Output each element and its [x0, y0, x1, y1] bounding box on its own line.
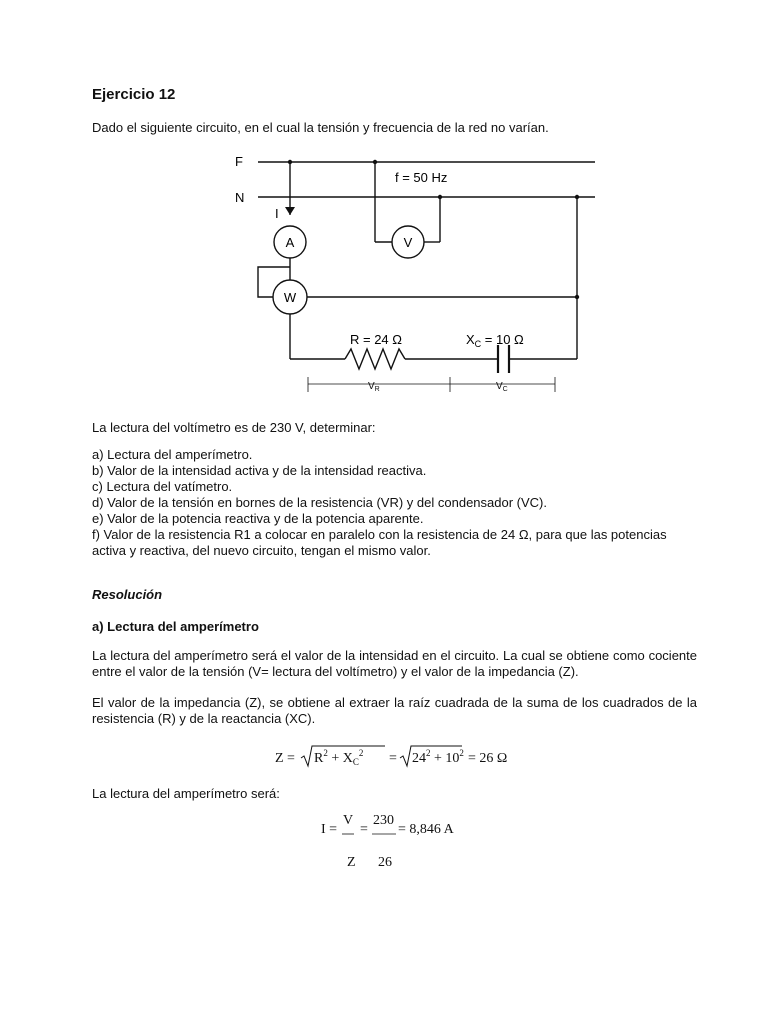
list-item: d) Valor de la tensión en bornes de la resistencia (VR) y del condensador (VC).	[92, 495, 547, 510]
paragraph-2: El valor de la impedancia (Z), se obtiene al extraer la raíz cuadrada de la suma de los cuadrados de la resistencia (R) y de la reactancia (XC).	[92, 695, 697, 726]
voltmeter-label: V	[403, 235, 413, 250]
svg-text:Z =: Z =	[275, 751, 295, 766]
current-formula	[318, 808, 478, 874]
paragraph-3: La lectura del amperímetro será:	[92, 786, 280, 801]
list-item: e) Valor de la potencia reactiva y de la potencia aparente.	[92, 511, 424, 526]
neutral-label: N	[235, 190, 245, 205]
question-list	[92, 447, 702, 559]
wattmeter-label: W	[283, 290, 297, 305]
paragraph-1: La lectura del amperímetro será el valor de la intensidad en el circuito. La cual se obtiene como cociente entre el valor de la tensión (V= lectura del voltímetro) y el valor de la impedancia (Z).	[92, 648, 697, 679]
svg-text:26: 26	[378, 855, 392, 870]
current-label: I	[275, 206, 279, 221]
svg-text:=: =	[389, 751, 397, 766]
list-item: f) Valor de la resistencia R1 a colocar en paralelo con la resistencia de 24 Ω, para que las potencias activa y reactiva, del nuevo circuito, tengan el mismo valor.	[92, 527, 667, 558]
intro-text: Dado el siguiente circuito, en el cual la tensión y frecuencia de la red no varían.	[92, 120, 549, 135]
list-item: b) Valor de la intensidad activa y de la intensidad reactiva.	[92, 463, 427, 478]
svg-text:= 26 Ω: = 26 Ω	[468, 751, 508, 766]
vr-label: $V_R$	[368, 381, 380, 393]
section-a-heading: a) Lectura del amperímetro	[92, 619, 259, 634]
current-arrow-icon	[285, 207, 295, 215]
list-item: c) Lectura del vatímetro.	[92, 479, 233, 494]
circuit-diagram	[230, 152, 610, 402]
svg-text:=: =	[360, 822, 368, 837]
svg-text:230: 230	[373, 813, 394, 828]
resistor-symbol	[345, 349, 405, 369]
capacitor-label: $X_C = 10$ Ω	[466, 332, 524, 349]
svg-text:R2 + XC2: $R^2 + X_C^2$	[314, 748, 364, 767]
resistor-label: R = 24 Ω	[350, 332, 402, 347]
svg-text:Z: Z	[347, 855, 356, 870]
svg-text:242 + 102: $24^2 + 10^2$	[412, 748, 464, 766]
svg-text:V: V	[343, 813, 354, 828]
exercise-title: Ejercicio 12	[92, 86, 176, 103]
vc-label: $V_C$	[496, 381, 508, 393]
list-item: a) Lectura del amperímetro.	[92, 447, 253, 462]
svg-text:I =: I =	[321, 822, 338, 837]
question-text: La lectura del voltímetro es de 230 V, determinar:	[92, 420, 376, 435]
ammeter-label: A	[285, 235, 295, 250]
svg-text:= 8,846 A: = 8,846 A	[398, 822, 454, 837]
frequency-label: f = 50 Hz	[395, 170, 448, 185]
phase-label: F	[235, 154, 243, 169]
resolution-heading: Resolución	[92, 587, 163, 602]
impedance-formula	[270, 742, 530, 772]
